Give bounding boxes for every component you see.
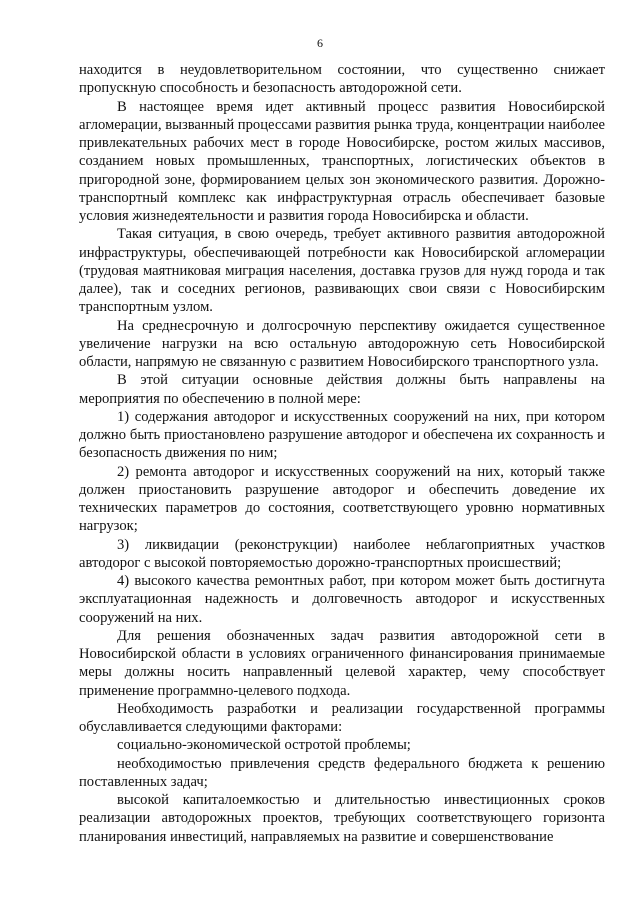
factor-1: социально-экономической остротой проблемы; (117, 737, 411, 754)
paragraph-6: Для решения обозначенных задач развития автодорожной сети в Новосибирской области в условиях ограниченного финансирования принимаемые меры должны носить направленный целевой характер, чему способствует применение программно-целевого подхода. (79, 627, 605, 699)
paragraph-5: В этой ситуации основные действия должны быть направлены на мероприятия по обеспечению в полной мере: (79, 372, 605, 407)
paragraph-7: Необходимость разработки и реализации государственной программы обуславливается следующими факторами: (79, 700, 605, 735)
paragraph-3: Такая ситуация, в свою очередь, требует активного развития автодорожной инфраструктуры, обеспечивающей потребности как Новосибирской агломерации (трудовая маятниковая миграция населения, доставка грузов для нужд города и так далее), так и соседних регионов, развивающих свои связи с Новосибирским транспортным узлом. (79, 226, 605, 316)
page-number: 6 (317, 36, 323, 50)
list-item-3: 3) ликвидации (реконструкции) наиболее неблагоприятных участков автодорог с высокой повторяемостью дорожно-транспортных происшествий; (79, 536, 605, 571)
list-item-2: 2) ремонта автодорог и искусственных сооружений на них, который также должен приостановить разрушение автодорог и обеспечить доведение их технических параметров до состояния, соответствующего уровню нормативных нагрузок; (79, 463, 605, 535)
list-item-4: 4) высокого качества ремонтных работ, при котором может быть достигнута эксплуатационная надежность и долговечность автодорог и искусственных сооружений на них. (79, 573, 605, 626)
factor-2: необходимостью привлечения средств федерального бюджета к решению поставленных задач; (79, 755, 605, 790)
paragraph-4: На среднесрочную и долгосрочную перспективу ожидается существенное увеличение нагрузки на всю остальную автодорожную сеть Новосибирской области, напрямую не связанную с развитием Новосибирского транспортного узла. (79, 317, 605, 370)
paragraph-2: В настоящее время идет активный процесс развития Новосибирской агломерации, вызванный процессами развития рынка труда, концентрации наиболее привлекательных рабочих мест в городе Новосибирске, ростом жилых массивов, созданием новых промышленных, транспортных, логистических объектов в пригородной зоне, формированием целых зон экономического развития. Дорожно-транспортный комплекс как инфраструктурная отрасль обеспечивает базовые условия жизнедеятельности и развития города Новосибирска и области. (79, 98, 605, 224)
paragraph-1: находится в неудовлетворительном состоянии, что существенно снижает пропускную способность и безопасность автодорожной сети. (79, 62, 605, 97)
list-item-1: 1) содержания автодорог и искусственных сооружений на них, при котором должно быть приостановлено разрушение автодорог и обеспечена их сохранность и безопасность движения по ним; (79, 408, 605, 462)
document-body (79, 61, 605, 846)
factor-3: высокой капиталоемкостью и длительностью инвестиционных сроков реализации автодорожных проектов, требующих соответствующего горизонта планирования инвестиций, направляемых на развитие и совершенствование (79, 792, 605, 845)
